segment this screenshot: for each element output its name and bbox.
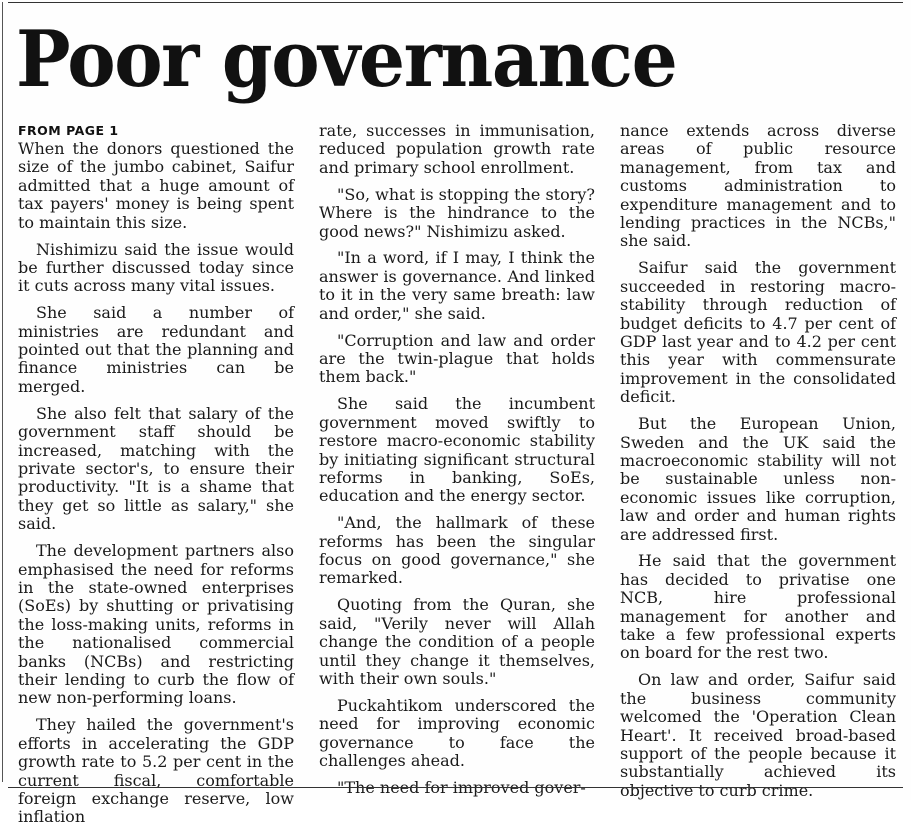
paragraph: On law and order, Saifur said the business community welcomed the 'Operation Clean Heart'. It received broad-based support of the people because it substantially achieved its objective to curb crime.: [620, 670, 896, 800]
column-1: [18, 122, 294, 827]
paragraph: Saifur said the government succeeded in restoring macro-stability through reduction of budget deficits to 4.7 per cent of GDP last year and to 4.2 per cent this year with commensurate improvement in the consolidated deficit.: [620, 258, 896, 407]
left-rule: [2, 2, 3, 782]
paragraph: He said that the government has decided to privatise one NCB, hire professional management for another and take a few professional experts on board for the rest two.: [620, 551, 896, 663]
paragraph: When the donors questioned the size of the jumbo cabinet, Saifur admitted that a huge amount of tax payers' money is being spent to maintain this size.: [18, 139, 294, 232]
paragraph: She said a number of ministries are redundant and pointed out that the planning and finance ministries can be merged.: [18, 303, 294, 396]
column-2: [319, 121, 595, 797]
paragraph: She said the incumbent government moved swiftly to restore macro-economic stability by initiating significant structural reforms in banking, SoEs, education and the energy sector.: [319, 394, 595, 506]
top-rule: [8, 2, 903, 3]
article-body: [18, 121, 898, 827]
paragraph: nance extends across diverse areas of public resource management, from tax and customs administration to expenditure management and to lending practices in the NCBs," she said.: [620, 121, 896, 251]
paragraph: "Corruption and law and order are the twin-plague that holds them back.": [319, 330, 595, 387]
paragraph: Quoting from the Quran, she said, "Verily never will Allah change the condition of a people until they change it themselves, with their own souls.": [319, 595, 595, 688]
kicker-label: FROM PAGE 1: [18, 123, 119, 138]
paragraph: Puckahtikom underscored the need for improving economic governance to face the challenges ahead.: [319, 695, 595, 771]
paragraph: The development partners also emphasised the need for reforms in the state-owned enterprises (SoEs) by shutting or privatising the loss-making units, reforms in the nationalised commercial banks (NCBs) and restricting their lending to curb the flow of new non-performing loans.: [18, 541, 294, 708]
paragraph: They hailed the government's efforts in accelerating the GDP growth rate to 5.2 per cent in the current fiscal, comfortable foreign exchange reserve, low inflation: [18, 715, 294, 827]
paragraph: But the European Union, Sweden and the UK said the macroeconomic stability will not be sustainable unless non-economic issues like corruption, law and order and human rights are addressed first.: [620, 414, 896, 544]
paragraph: She also felt that salary of the government staff should be increased, matching with the private sector's, to ensure their productivity. "It is a shame that they get so little as salary," she said.: [18, 403, 294, 534]
headline: Poor governance: [16, 14, 677, 105]
column-3: [620, 121, 896, 800]
paragraph: Nishimizu said the issue would be further discussed today since it cuts across many vital issues.: [18, 239, 294, 296]
paragraph: rate, successes in immunisation, reduced population growth rate and primary school enrollment.: [319, 121, 595, 177]
paragraph: "The need for improved gover-: [337, 778, 586, 797]
paragraph: "So, what is stopping the story? Where is the hindrance to the good news?" Nishimizu asked.: [319, 184, 595, 241]
bottom-rule: [8, 787, 903, 788]
paragraph: "And, the hallmark of these reforms has been the singular focus on good governance," she remarked.: [319, 513, 595, 588]
paragraph: "In a word, if I may, I think the answer is governance. And linked to it in the very same breath: law and order," she said.: [319, 248, 595, 323]
